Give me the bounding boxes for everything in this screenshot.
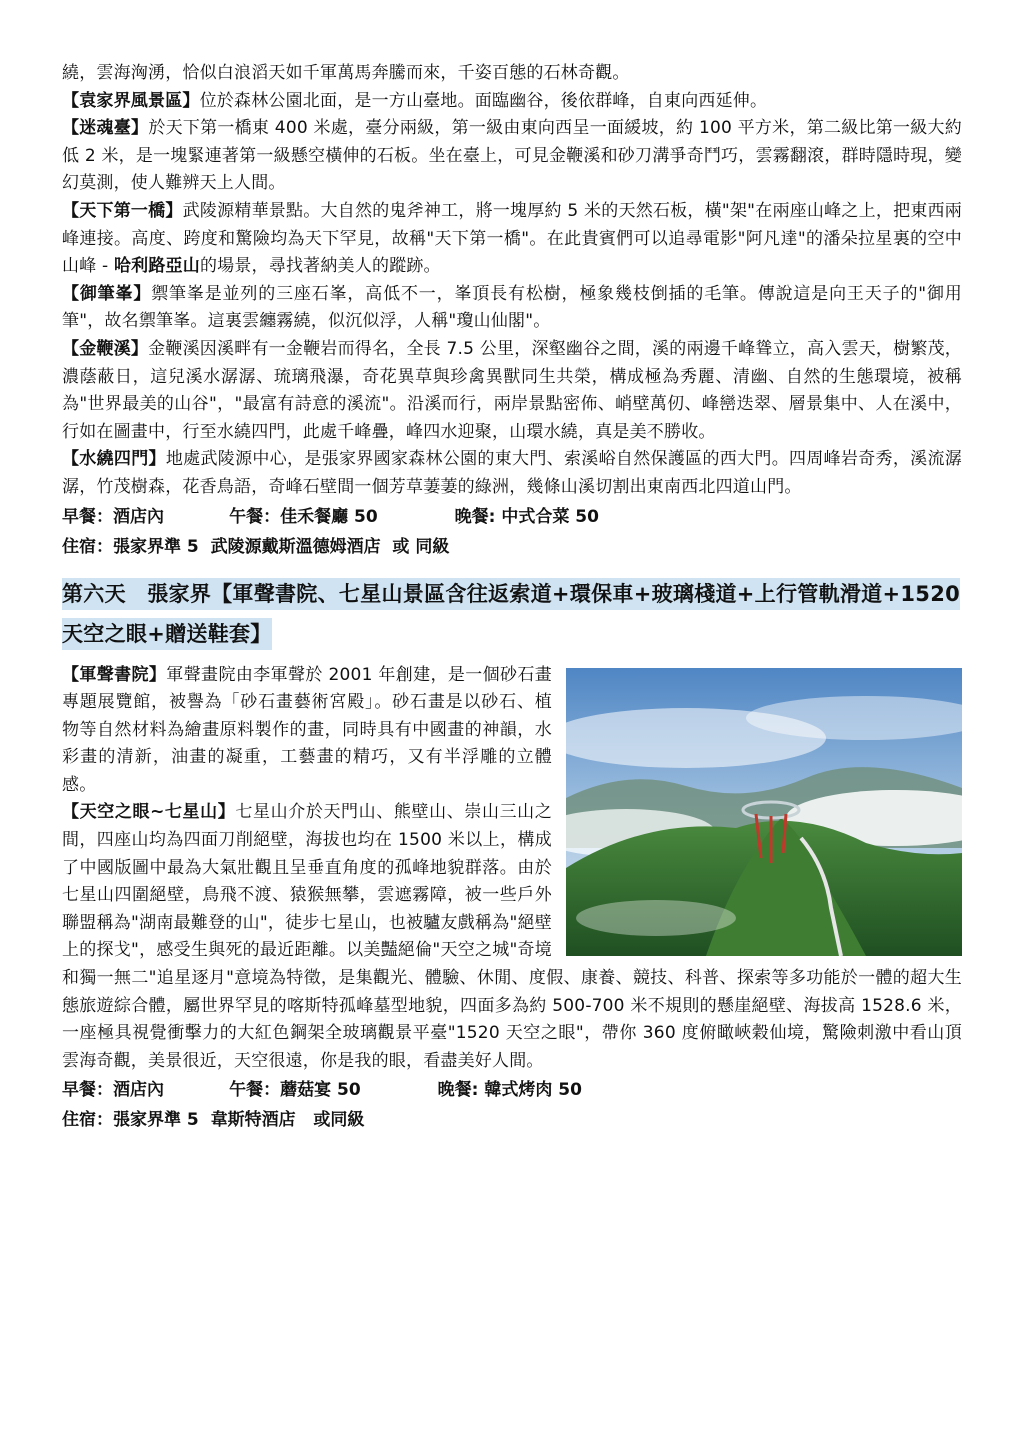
- section-text: 禦筆峯是並列的三座石峯，高低不一，峯頂長有松樹，極象幾枝倒插的毛筆。傳說這是向王天子的"御用筆"，故名禦筆峯。這裏雲纏霧繞，似沉似浮，人稱"瓊山仙閣"。: [62, 283, 962, 332]
- paragraph-intro-tail: 繞，雲海洶湧，恰似白浪滔天如千軍萬馬奔騰而來，千姿百態的石林奇觀。: [62, 63, 630, 83]
- section-yubifeng: [62, 281, 962, 336]
- hotel-day5: 住宿：張家界準 5 武陵源戴斯溫德姆酒店 或 同級: [62, 536, 450, 557]
- section-text: 武陵源精華景點。大自然的鬼斧神工，將一塊厚約 5 米的天然石板，橫"架"在兩座山峰之上，把東西兩峰連接。高度、跨度和驚險均為天下罕見，故稱"天下第一橋"。在此貴賓們可以追尋電影"阿凡達"的潘朵拉星裏的空中山峰 -: [62, 200, 962, 277]
- lunch: 午餐：蘑菇宴 50: [229, 1080, 361, 1101]
- section-text: 於天下第一橋東 400 米處，臺分兩級，第一級由東向西呈一面緩坡，約 100 平方米，第二級比第一級大約低 2 米，是一塊緊連著第一級懸空橫伸的石板。坐在臺上，可見金鞭溪和砂刀溝爭奇鬥巧，雲霧翻滾，群時隱時現，變幻莫測，使人難辨天上人間。: [62, 118, 962, 194]
- section-heading: 【金鞭溪】: [62, 338, 149, 359]
- section-text: 位於森林公園北面，是一方山臺地。面臨幽谷，後依群峰，自東向西延伸。: [199, 90, 768, 111]
- section-heading: 【軍聲書院】: [62, 664, 167, 685]
- section-shuiraosimen: [62, 446, 962, 501]
- section-heading: 【天下第一橋】: [62, 200, 183, 221]
- breakfast: 早餐：酒店內: [62, 1080, 164, 1101]
- section-text: 地處武陵源中心，是張家界國家森林公園的東大門、索溪峪自然保護區的西大門。四周峰岩奇秀，溪流潺潺，竹茂樹森，花香鳥語，奇峰石壁間一個芳草萋萋的綠洲，幾條山溪切割出東南西北四道山門。: [62, 449, 962, 497]
- lunch: 午餐：佳禾餐廳 50: [229, 506, 378, 527]
- dinner: 晚餐: 韓式烤肉 50: [437, 1080, 582, 1101]
- section-text: 軍聲畫院由李軍聲於 2001 年創建，是一個砂石畫專題展覽館，被譽為「砂石畫藝術宮殿」。砂石畫是以砂石、植物等自然材料為繪畫原料製作的畫，同時具有中國畫的神韻，水彩畫的清新，油畫的凝重，工藝畫的精巧，又有半浮雕的立體感。: [62, 664, 552, 795]
- section-heading: 【迷魂臺】: [62, 118, 149, 139]
- hotel-day6: 住宿：張家界準 5 韋斯特酒店 或同級: [62, 1110, 365, 1131]
- section-jinbianxi: [62, 336, 962, 446]
- section-heading: 【袁家界風景區】: [62, 90, 200, 111]
- section-heading: 【水繞四門】: [62, 449, 166, 470]
- section-text-tail: 的場景，尋找著納美人的蹤跡。: [199, 256, 441, 277]
- dinner: 晚餐: 中式合菜 50: [454, 506, 599, 527]
- breakfast: 早餐：酒店內: [62, 506, 164, 527]
- day6-heading-wrap: [62, 576, 962, 656]
- day6-title: 第六天 張家界【軍聲書院、七星山景區含往返索道+環保車+玻璃棧道+上行管軌滑道+1520 天空之眼+贈送鞋套】: [62, 578, 960, 650]
- document-page: [62, 60, 962, 1135]
- section-text-bold: 哈利路亞山: [113, 256, 200, 277]
- sky-eye-mountain-photo: [566, 668, 962, 956]
- section-heading: 【天空之眼~七星山】: [62, 802, 236, 823]
- meals-day5: [62, 502, 962, 532]
- meals-day6: [62, 1075, 962, 1105]
- section-tianxia-bridge: [62, 198, 962, 281]
- section-text: 七星山介於天門山、熊壁山、崇山三山之間，四座山均為四面刀削絕壁，海拔也均在 1500 米以上，構成了中國版圖中最為大氣壯觀且呈垂直角度的孤峰地貌群落。由於七星山四圍絕壁，鳥飛不渡、猿猴無攀，雲遮霧障，被一些戶外聯盟稱為"湖南最難登的山"，徒步七星山，也被驢友戲稱為"絕壁上的探戈"，感受生與死的最近距離。以美豔絕倫"天空之城"奇境和獨一無二"追星逐月"意境為特徵，是集觀光、體驗、休閒、度假、康養、競技、科普、探索等多功能於一體的超大生態旅遊綜合體，屬世界罕見的喀斯特孤峰墓型地貌，四面多為約 500-700 米不規則的懸崖絕壁、海拔高 1528.6 米，一座極具視覺衝擊力的大紅色鋼架全玻璃觀景平臺"1520 天空之眼"，帶你 360 度俯瞰峽穀仙境，驚險刺激中看山頂雲海奇觀，美景很近，天空很遠，你是我的眼，看盡美好人間。: [62, 802, 962, 1071]
- section-heading: 【御筆峯】: [62, 283, 152, 304]
- section-mihuntai: [62, 115, 962, 198]
- section-text: 金鞭溪因溪畔有一金鞭岩而得名，全長 7.5 公里，深壑幽谷之間，溪的兩邊千峰聳立，高入雲天，樹繁茂，濃蔭蔽日，這兒溪水潺潺、琉璃飛瀑，奇花異草與珍禽異獸同生共榮，構成極為秀麗、清幽、自然的生態環境，被稱為"世界最美的山谷"，"最富有詩意的溪流"。沿溪而行，兩岸景點密佈、峭壁萬仞、峰巒迭翠、層景集中、人在溪中，行如在圖畫中，行至水繞四門，此處千峰疊，峰四水迎聚，山環水繞，真是美不勝收。: [62, 338, 963, 442]
- section-yuanjiajie: [62, 88, 962, 116]
